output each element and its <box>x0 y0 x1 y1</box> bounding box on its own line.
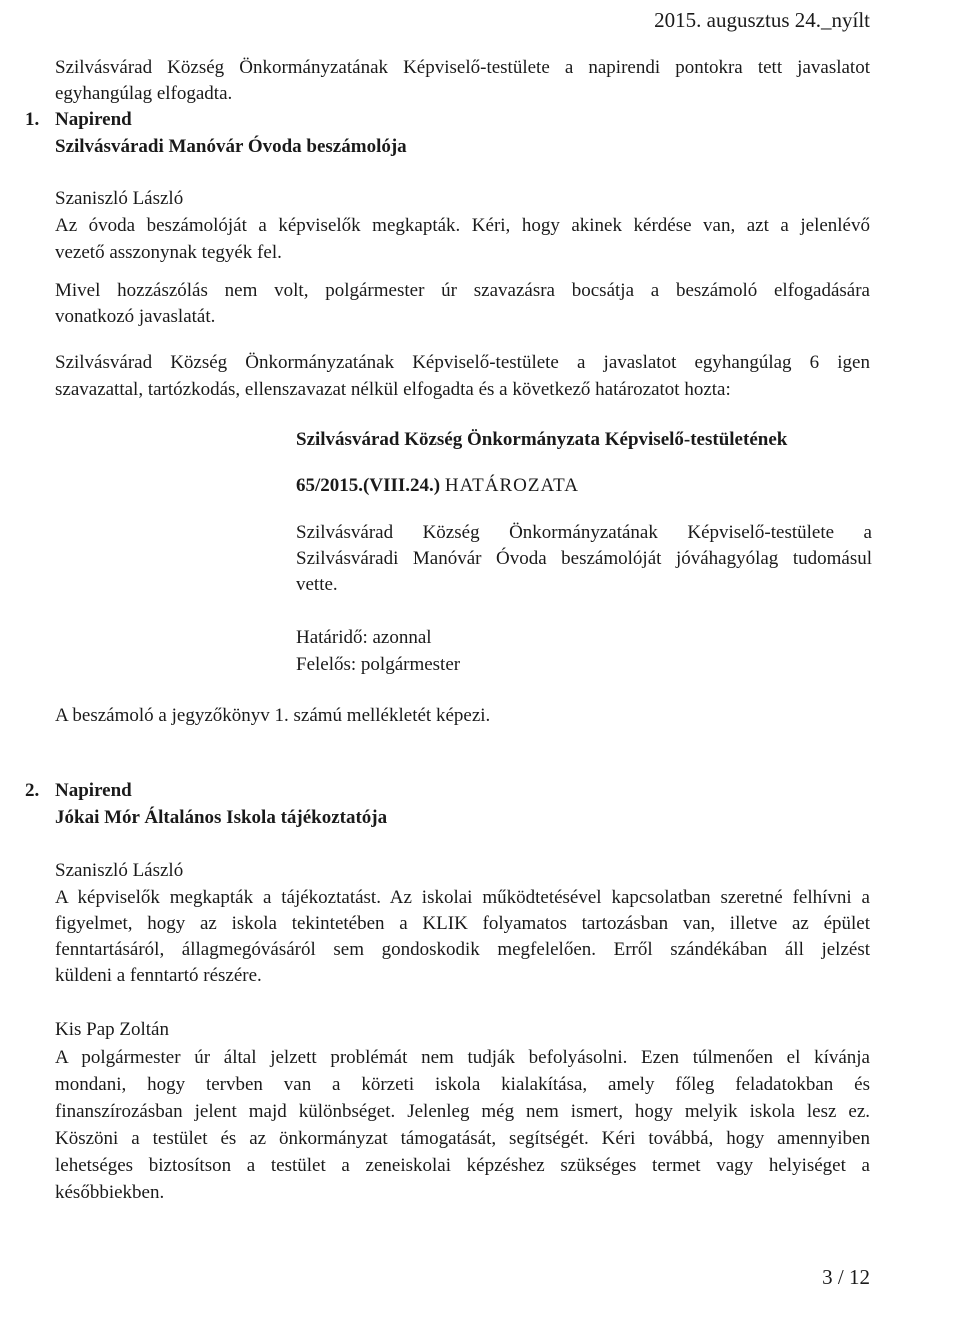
item1-text3-line1: Szilvásvárad Község Önkormányzatának Képviselő-testülete a javaslatot egyhangúlag 6 igen <box>55 352 870 373</box>
item1-text2-line2: vonatkozó javaslatát. <box>55 306 216 327</box>
item2-speaker2-line: lehetséges biztosítson a testület a zeneiskolai képzéshez szükséges termet vagy helyiséget a <box>55 1155 870 1176</box>
item2-speaker1-line: figyelmet, hogy az iskola tekintetében a KLIK folyamatos tartozásban van, illetve az épület <box>55 913 870 934</box>
resolution-number-bold: 65/2015.(VIII.24.) <box>296 475 441 496</box>
item2-speaker1: Szaniszló László <box>55 860 184 881</box>
resolution-body-line1: Szilvásvárad Község Önkormányzatának Képviselő-testülete a <box>296 522 872 543</box>
resolution-number-title: HATÁROZATA <box>444 475 579 496</box>
item2-heading: 2. Napirend <box>25 780 132 801</box>
item1-text2-line1: Mivel hozzászólás nem volt, polgármester úr szavazásra bocsátja a beszámoló elfogadására <box>55 280 870 301</box>
item2-speaker1-line: A képviselők megkapták a tájékoztatást. Az iskolai működtetésével kapcsolatban szeretné felhívni a <box>55 887 870 908</box>
intro-line-2: egyhangúlag elfogadta. <box>55 83 233 104</box>
item2-label: Napirend <box>55 780 132 801</box>
item2-speaker2-line: Köszöni a testület és az önkormányzat támogatását, segítségét. Kéri továbbá, hogy amennyiben <box>55 1128 870 1149</box>
item2-speaker1-line: küldeni a fenntartó részére. <box>55 965 262 986</box>
item1-heading: 1. Napirend <box>25 109 132 130</box>
item2-title: Jókai Mór Általános Iskola tájékoztatója <box>55 807 388 828</box>
resolution-body-line2: Szilvásváradi Manóvár Óvoda beszámolóját jóváhagyólag tudomásul <box>296 548 872 569</box>
header-date: 2015. augusztus 24._nyílt <box>654 8 870 32</box>
page-number: 3 / 12 <box>822 1265 870 1289</box>
resolution-number <box>296 473 872 499</box>
item2-speaker1-line: fenntartásáról, állagmegóvásáról sem gondoskodik megfelelően. Erről szándékában áll jelzést <box>55 939 870 960</box>
item1-speaker: Szaniszló László <box>55 188 184 209</box>
item2-speaker2: Kis Pap Zoltán <box>55 1019 169 1040</box>
item2-speaker2-line: mondani, hogy tervben van a körzeti iskola kialakítása, amely főleg feladatokban és <box>55 1074 870 1095</box>
item2-speaker2-line: későbbiekben. <box>55 1182 165 1203</box>
item1-text3-line2: szavazattal, tartózkodás, ellenszavazat nélkül elfogadta és a következő határozatot hozta: <box>55 379 731 400</box>
resolution-body-line3: vette. <box>296 574 338 595</box>
item1-text1-line2: vezető asszonynak tegyék fel. <box>55 242 282 263</box>
item2-speaker2-line: A polgármester úr által jelzett problémát nem tudják befolyásolni. Ezen túlmenően el kívánja <box>55 1047 870 1068</box>
item2-speaker2-line: finanszírozásban jelent majd különbséget. Jelenleg még nem ismert, hogy melyik iskola lesz ez. <box>55 1101 870 1122</box>
item1-label: Napirend <box>55 109 132 130</box>
item1-attachment: A beszámoló a jegyzőkönyv 1. számú mellékletét képezi. <box>55 705 491 726</box>
resolution-heading: Szilvásvárad Község Önkormányzata Képviselő-testületének <box>296 429 788 450</box>
resolution-deadline: Határidő: azonnal <box>296 627 432 648</box>
item1-text1-line1: Az óvoda beszámolóját a képviselők megkapták. Kéri, hogy akinek kérdése van, azt a jelenlévő <box>55 215 870 236</box>
item1-title: Szilvásváradi Manóvár Óvoda beszámolója <box>55 136 407 157</box>
resolution-responsible: Felelős: polgármester <box>296 654 461 675</box>
intro-line-1: Szilvásvárad Község Önkormányzatának Képviselő-testülete a napirendi pontokra tett javaslatot <box>55 57 870 78</box>
